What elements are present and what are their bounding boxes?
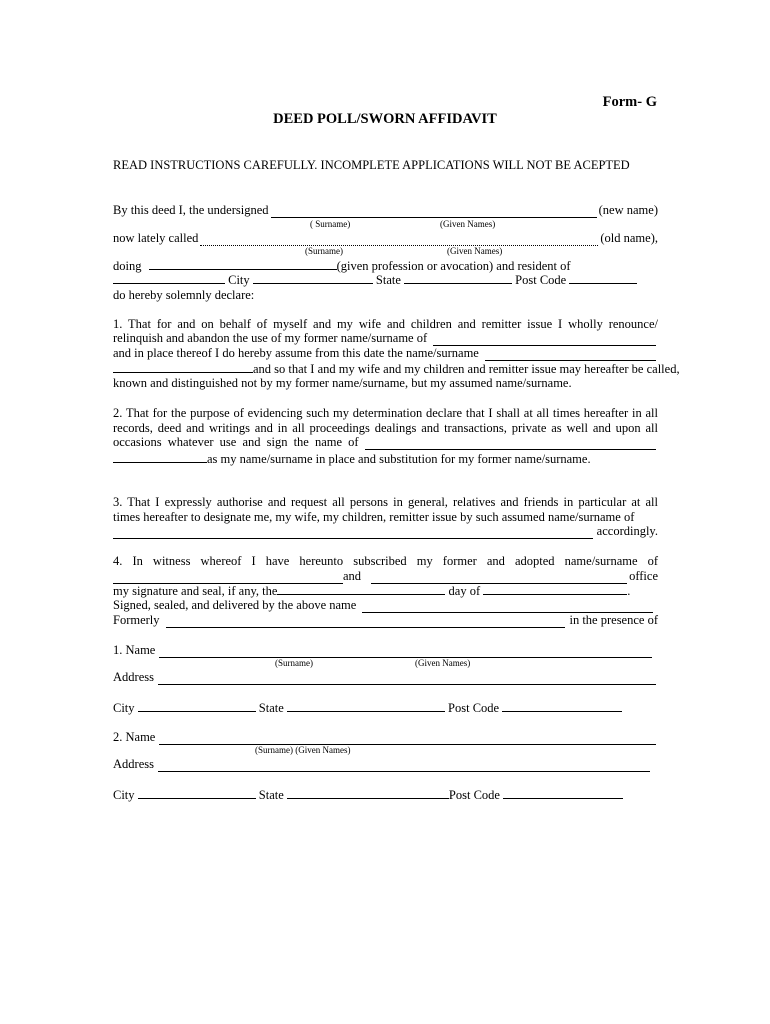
witness1-state-field[interactable] bbox=[287, 700, 445, 712]
address-row bbox=[113, 272, 658, 288]
accordingly-label: accordingly. bbox=[596, 524, 658, 538]
witness2-city-field[interactable] bbox=[138, 787, 256, 799]
presence-label: in the presence of bbox=[569, 613, 658, 627]
instructions: READ INSTRUCTIONS CAREFULLY. INCOMPLETE APPLICATIONS WILL NOT BE ACEPTED bbox=[113, 158, 630, 172]
para2-line3 bbox=[113, 435, 658, 450]
witness2-name-hint: (Surname) (Given Names) bbox=[255, 745, 351, 755]
para4-line2 bbox=[113, 569, 658, 584]
witness1-city-label: City bbox=[113, 701, 135, 715]
para1-line3 bbox=[113, 346, 658, 361]
post-code-label: Post Code bbox=[515, 273, 567, 287]
para2-line4-text: as my name/surname in place and substitution for my former name/surname. bbox=[207, 452, 591, 466]
deed-label: By this deed I, the undersigned bbox=[113, 203, 269, 217]
witness1-address-label: Address bbox=[113, 670, 154, 684]
signed-name-field[interactable] bbox=[362, 601, 653, 613]
para1-line1: 1. That for and on behalf of myself and my wife and children and remitter issue I wholly renounce/ bbox=[113, 317, 658, 331]
old-name-field[interactable] bbox=[200, 234, 598, 246]
para2-line2: records, deed and writings and in all proceedings dealings and transactions, private as well and upon all bbox=[113, 421, 658, 435]
witness2-address-label: Address bbox=[113, 757, 154, 771]
para4-line3 bbox=[113, 583, 658, 599]
assumed-name-label: and in place thereof I do hereby assume from this date the name/surname bbox=[113, 346, 479, 360]
witness1-post-code-field[interactable] bbox=[502, 700, 622, 712]
former-name-label: relinquish and abandon the use of my former name/surname of bbox=[113, 331, 428, 345]
sign-name-field-2[interactable] bbox=[113, 451, 207, 463]
para1-line4-text: and so that I and my wife and my children and remitter issue may hereafter be called, bbox=[253, 362, 680, 376]
witness1-name-label: 1. Name bbox=[113, 643, 156, 657]
form-title: DEED POLL/SWORN AFFIDAVIT bbox=[273, 111, 497, 127]
para2-line1: 2. That for the purpose of evidencing such my determination declare that I shall at all times hereafter in all bbox=[113, 406, 658, 420]
witness2-address-row bbox=[113, 757, 658, 772]
new-name-row bbox=[113, 203, 658, 218]
city-label: City bbox=[228, 273, 250, 287]
form-label: Form- G bbox=[602, 94, 657, 110]
witness2-name-field[interactable] bbox=[159, 733, 656, 745]
witness2-post-code-field[interactable] bbox=[503, 787, 623, 799]
new-name-field[interactable] bbox=[271, 206, 597, 218]
old-name-label: (old name), bbox=[600, 231, 658, 245]
city-field[interactable] bbox=[253, 272, 373, 284]
doing-label: doing bbox=[113, 259, 142, 273]
profession-label: (given profession or avocation) and resident of bbox=[336, 259, 571, 273]
witness2-state-label: State bbox=[258, 788, 284, 802]
profession-field[interactable] bbox=[149, 258, 337, 270]
assumed-name-field-3[interactable] bbox=[113, 527, 593, 539]
para4-line5 bbox=[113, 613, 658, 628]
office-label: office bbox=[629, 569, 658, 583]
post-code-field[interactable] bbox=[569, 272, 637, 284]
witness1-city-field[interactable] bbox=[138, 700, 256, 712]
declare-text: do hereby solemnly declare: bbox=[113, 288, 255, 302]
formerly-label: Formerly bbox=[113, 613, 160, 627]
state-label: State bbox=[375, 273, 401, 287]
para3-line1: 3. That I expressly authorise and request all persons in general, relatives and friends in particular at all bbox=[113, 495, 658, 509]
witness1-post-code-label: Post Code bbox=[448, 701, 500, 715]
sign-name-label: occasions whatever use and sign the name of bbox=[113, 435, 359, 449]
signed-label: Signed, sealed, and delivered by the above name bbox=[113, 598, 357, 612]
witness1-address-row bbox=[113, 670, 658, 685]
witness1-given-hint: (Given Names) bbox=[415, 658, 471, 668]
given-names-hint: (Given Names) bbox=[440, 219, 496, 229]
witness1-name-row bbox=[113, 643, 658, 658]
month-year-field[interactable] bbox=[483, 583, 627, 595]
new-name-label: (new name) bbox=[598, 203, 658, 217]
witness2-post-code-label: Post Code bbox=[448, 788, 500, 802]
para4-line1: 4. In witness whereof I have hereunto subscribed my former and adopted name/surname of bbox=[113, 554, 658, 568]
sign-name-field[interactable] bbox=[365, 438, 656, 450]
residence-field[interactable] bbox=[113, 272, 225, 284]
day-of-label: day of bbox=[448, 584, 481, 598]
assumed-name-field-2[interactable] bbox=[113, 361, 253, 373]
witness1-address-field[interactable] bbox=[158, 673, 656, 685]
formerly-field[interactable] bbox=[166, 616, 566, 628]
para3-line3 bbox=[113, 524, 658, 539]
witness1-city-row bbox=[113, 700, 658, 716]
para2-line4 bbox=[113, 451, 658, 467]
para1-line2 bbox=[113, 331, 658, 346]
witness2-state-field[interactable] bbox=[287, 787, 449, 799]
day-field[interactable] bbox=[277, 583, 445, 595]
period: . bbox=[627, 584, 631, 598]
para3-line2: times hereafter to designate me, my wife, my children, remitter issue by such assumed name/surname of bbox=[113, 510, 635, 524]
para1-line5: known and distinguished not by my former name/surname, but my assumed name/surname. bbox=[113, 376, 572, 390]
lately-called-label: now lately called bbox=[113, 231, 199, 245]
old-name-row bbox=[113, 231, 658, 246]
surname-hint: ( Surname) bbox=[310, 219, 351, 229]
para4-line4 bbox=[113, 598, 658, 613]
given-names-hint: (Given Names) bbox=[447, 246, 503, 256]
sig-seal-label: my signature and seal, if any, the bbox=[113, 584, 278, 598]
and-label: and bbox=[343, 569, 362, 583]
witness1-surname-hint: (Surname) bbox=[275, 658, 313, 668]
witness2-name-label: 2. Name bbox=[113, 730, 156, 744]
witness2-name-row bbox=[113, 730, 658, 745]
assumed-name-field[interactable] bbox=[485, 349, 656, 361]
witness2-city-label: City bbox=[113, 788, 135, 802]
state-field[interactable] bbox=[404, 272, 512, 284]
para1-line4 bbox=[113, 361, 680, 377]
witness2-city-row bbox=[113, 787, 658, 803]
surname-hint: (Surname) bbox=[305, 246, 343, 256]
witness1-state-label: State bbox=[258, 701, 284, 715]
witness2-address-field[interactable] bbox=[158, 760, 650, 772]
former-name-field[interactable] bbox=[433, 334, 656, 346]
witness1-name-field[interactable] bbox=[159, 646, 652, 658]
